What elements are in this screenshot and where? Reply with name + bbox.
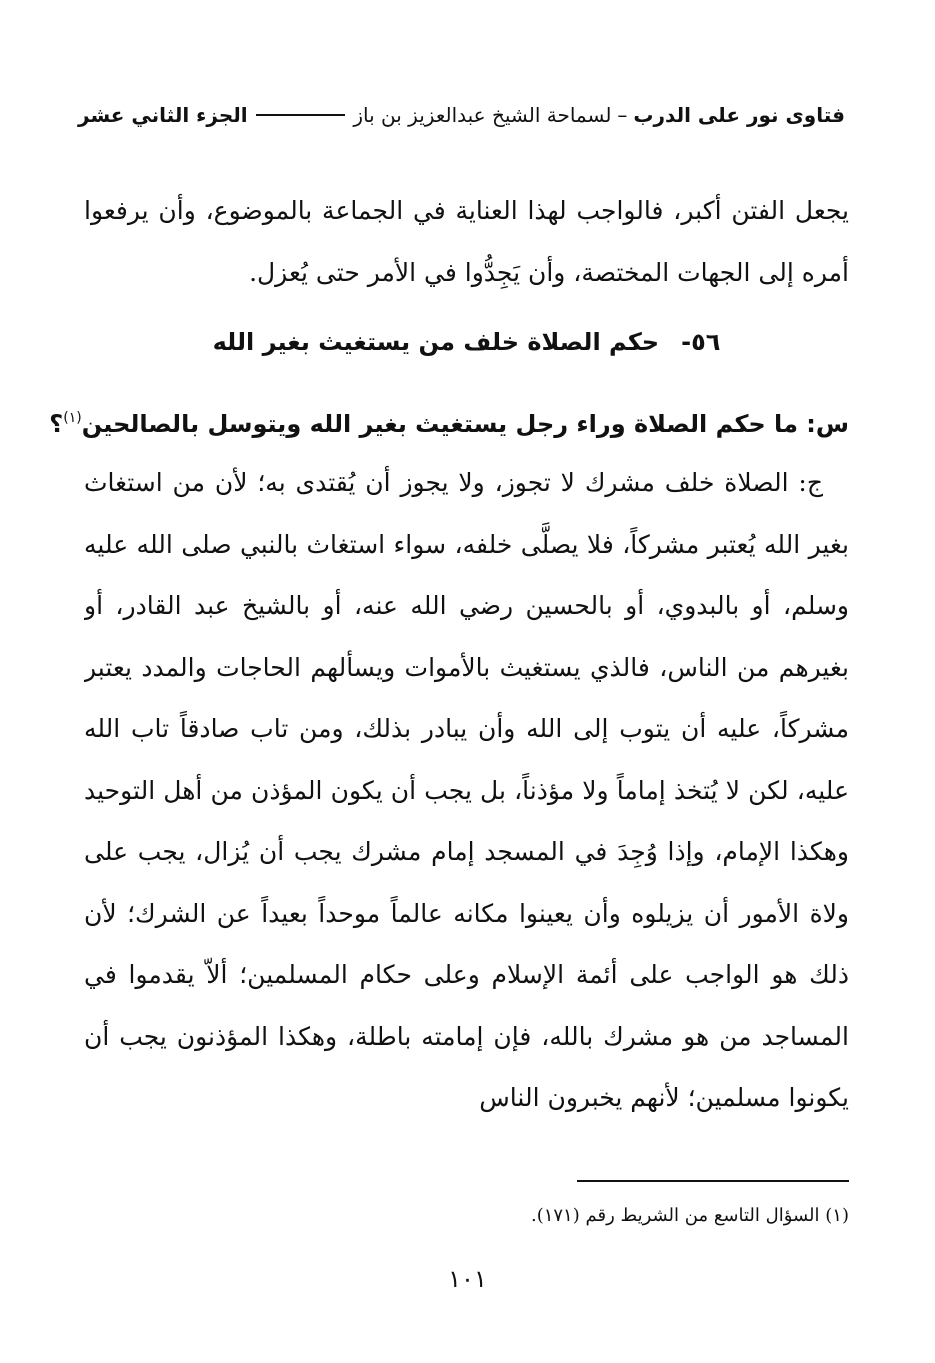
answer-text: ج: الصلاة خلف مشرك لا تجوز، ولا يجوز أن يُقتدى به؛ لأن من استغاث بغير الله يُعتبر مشركاً، فلا يصلَّى خلفه، سواء استغاث بالنبي صلى الله عليه وسلم، أو بالبدوي، أو بالحسين رضي الله عنه، أو بالشيخ عبد القادر، أو بغيرهم من الناس، فالذي يستغيث بالأموات ويسألهم الحاجات والمدد يعتبر مشركاً، عليه أن يتوب إلى الله وأن يبادر بذلك، ومن تاب صادقاً تاب الله عليه، لكن لا يُتخذ إماماً ولا مؤذناً، بل يجب أن يكون المؤذن من أهل التوحيد وهكذا الإمام، وإذا وُجِدَ في المسجد إمام مشرك يجب أن يُزال، يجب على ولاة الأمور أن يزيلوه وأن يعينوا مكانه عالماً موحداً بعيداً عن الشرك؛ لأن ذلك هو الواجب على أئمة الإسلام وعلى حكام المسلمين؛ ألاّ يقدموا في المساجد من هو مشرك بالله، فإن إمامته باطلة، وهكذا المؤذنون يجب أن يكونوا مسلمين؛ لأنهم يخبرون الناس — [84, 468, 849, 1112]
volume-part: الجزء الثاني عشر — [78, 103, 248, 127]
body-paragraph-continued: يجعل الفتن أكبر، فالواجب لهذا العناية في الجماعة بالموضوع، وأن يرفعوا أمره إلى الجهات المختصة، وأن يَجِدُّوا في الأمر حتى يُعزل. — [84, 196, 849, 287]
header-rule — [256, 114, 346, 116]
question — [49, 390, 849, 452]
footnote-reference: (١) — [63, 410, 82, 426]
footnote: (١) السؤال التاسع من الشريط رقم (١٧١). — [530, 1205, 849, 1226]
section-title: حكم الصلاة خلف من يستغيث بغير الله — [212, 328, 660, 356]
author-credit: لسماحة الشيخ عبدالعزيز بن باز — [353, 103, 612, 127]
section-heading — [84, 316, 849, 368]
header-separator: – — [617, 103, 628, 127]
page-number: ١٠١ — [448, 1265, 487, 1293]
book-title: فتاوى نور على الدرب — [633, 103, 845, 127]
answer-paragraph — [84, 452, 849, 1152]
footnote-divider — [577, 1180, 849, 1182]
section-number: ٥٦- — [681, 328, 721, 356]
question-mark: ؟ — [49, 410, 64, 438]
running-header — [78, 97, 845, 133]
question-text: س: ما حكم الصلاة وراء رجل يستغيث بغير الله ويتوسل بالصالحين — [81, 410, 849, 438]
